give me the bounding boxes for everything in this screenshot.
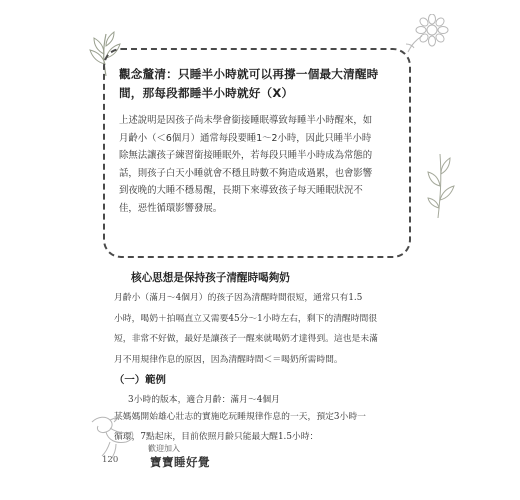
- section-heading: 核心思想是保持孩子清醒時喝夠奶: [131, 272, 290, 284]
- paragraph-line: 月不用規律作息的原因，因為清醒時間＜＝喝奶所需時間。: [114, 354, 343, 365]
- series-title: 寶寶睡好覺: [150, 455, 210, 469]
- concept-title: [119, 65, 399, 103]
- example-paragraph: [114, 408, 414, 447]
- concept-body-line: 佳，惡性循環影響發展。: [119, 202, 223, 214]
- concept-title-line: 觀念釐清：只睡半小時就可以再撐一個最大清醒時: [119, 67, 379, 81]
- paragraph-line: 短，非常不好做，最好是讓孩子一醒來就喝奶才達得到。這也是未滿: [114, 334, 378, 344]
- concept-box: [103, 48, 411, 258]
- paragraph-line: 月齡小（滿月～4個月）的孩子因為清醒時間很短，通常只有1.5: [114, 293, 363, 303]
- concept-title-line: 間，那每段都睡半小時就好（X）: [119, 86, 294, 100]
- concept-body-line: 除無法讓孩子練習銜接睡眠外，若每段只睡半小時成為常態的: [119, 150, 373, 162]
- example-version-line: 3小時的版本，適合月齡：滿月～4個月: [128, 395, 280, 405]
- section-paragraph: [114, 288, 414, 329]
- example-heading-visible: （一）範例: [114, 374, 166, 386]
- section-paragraph-continued: [114, 329, 414, 370]
- concept-body-line: 到夜晚的大睡不穩易醒，長期下來導致孩子每天睡眠狀況不: [119, 185, 363, 197]
- leaf-branch-icon: [426, 150, 456, 220]
- series-subtitle: 歡迎加入: [148, 444, 180, 453]
- paragraph-line: 某媽媽開始雄心壯志的實施吃玩睡規律作息的一天，預定3小時一: [114, 412, 366, 422]
- flower-icon: [398, 14, 450, 54]
- concept-body: [119, 112, 399, 218]
- concept-body-line: 月齡小（＜6個月）通常每段要睡1～2小時，因此只睡半小時: [119, 132, 372, 144]
- concept-body-line: 話，則孩子白天小睡就會不穩且時數不夠造成過累，也會影響: [119, 167, 373, 179]
- paragraph-line: 小時，喝奶＋拍嗝直立又需要45分～1小時左右，剩下的清醒時間很: [114, 313, 378, 324]
- page-number: 120: [102, 455, 119, 465]
- paragraph-line: 循環，7點起床，目前依照月齡只能最大醒1.5小時：: [114, 431, 319, 442]
- concept-body-line: 上述說明是因孩子尚未學會銜接睡眠導致每睡半小時醒來，如: [119, 115, 373, 126]
